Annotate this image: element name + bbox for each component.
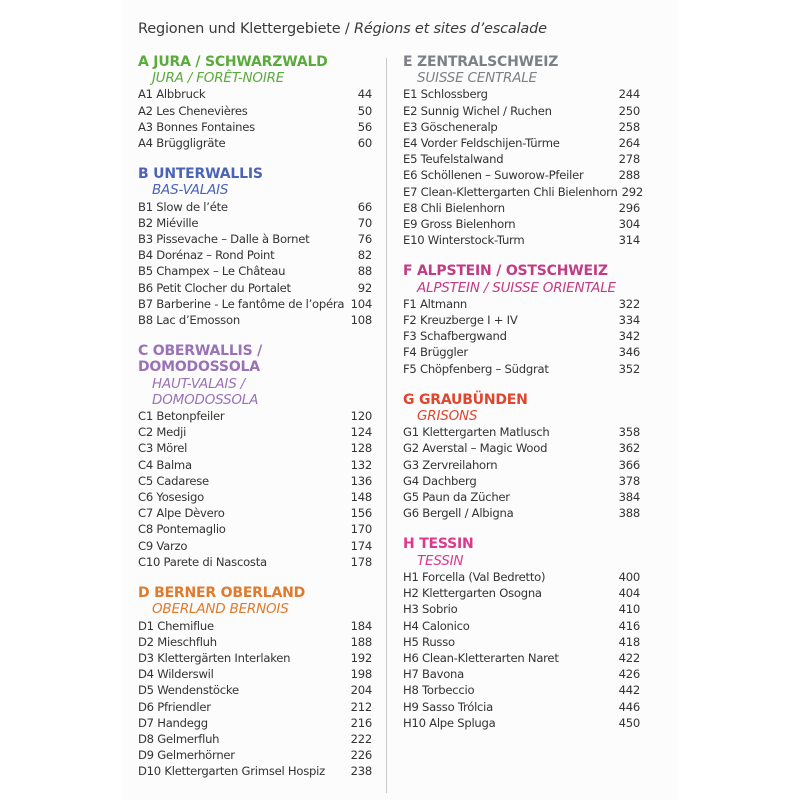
crag-entry xyxy=(403,634,640,650)
crag-name: B6 Petit Clocher du Portalet xyxy=(138,280,291,295)
region-heading: D BERNER OBERLAND xyxy=(138,585,306,602)
page-number: 178 xyxy=(350,554,372,569)
crag-entry xyxy=(138,699,372,715)
region-section xyxy=(403,263,640,376)
crag-name: H6 Clean-Kletterarten Naret xyxy=(403,650,559,665)
crag-name: H5 Russo xyxy=(403,634,455,649)
page-number: 404 xyxy=(618,586,640,601)
title-german: Regionen und Klettergebiete / xyxy=(138,21,354,37)
crag-name: E2 Sunnig Wichel / Ruchen xyxy=(403,103,552,118)
crag-name: A1 Albbruck xyxy=(138,87,206,102)
crag-name: E9 Gross Bielenhorn xyxy=(403,217,516,232)
crag-entry xyxy=(138,666,372,682)
crag-entry xyxy=(403,569,640,585)
page-number: 366 xyxy=(618,457,640,472)
region-heading: F ALPSTEIN / OSTSCHWEIZ xyxy=(403,263,608,280)
page-number: 288 xyxy=(618,168,640,183)
page-number: 388 xyxy=(618,506,640,521)
crag-entry xyxy=(403,715,640,731)
page-number: 292 xyxy=(621,184,643,199)
page-number: 188 xyxy=(350,634,372,649)
crag-name: E8 Chli Bielenhorn xyxy=(403,200,505,215)
crag-name: H9 Sasso Trólcia xyxy=(403,699,494,714)
region-section xyxy=(138,343,372,570)
page-number: 128 xyxy=(350,441,372,456)
crag-name: B2 Miéville xyxy=(138,215,199,230)
crag-entry xyxy=(403,296,640,312)
page-number: 442 xyxy=(618,683,640,698)
crag-name: B7 Barberine - Le fantôme de l’opéra xyxy=(138,296,345,311)
page-number: 70 xyxy=(357,215,372,230)
page-number: 88 xyxy=(357,264,372,279)
crag-entry xyxy=(138,312,372,328)
crag-name: C5 Cadarese xyxy=(138,473,209,488)
crag-name: B5 Champex – Le Château xyxy=(138,264,286,279)
crag-name: G4 Dachberg xyxy=(403,473,477,488)
page-number: 92 xyxy=(357,280,372,295)
crag-entry xyxy=(403,424,640,440)
crag-name: B3 Pissevache – Dalle à Bornet xyxy=(138,232,310,247)
crag-name: H10 Alpe Spluga xyxy=(403,715,496,730)
crag-entry xyxy=(403,601,640,617)
page-number: 124 xyxy=(350,425,372,440)
region-heading: B UNTERWALLIS xyxy=(138,166,263,183)
crag-entry xyxy=(138,521,372,537)
crag-entry xyxy=(403,312,640,328)
page-number: 416 xyxy=(618,618,640,633)
crag-entry xyxy=(138,634,372,650)
region-subheading: GRISONS xyxy=(417,408,478,425)
crag-name: A4 Brüggligräte xyxy=(138,136,226,151)
crag-entry xyxy=(138,215,372,231)
crag-entry xyxy=(138,408,372,424)
crag-entry xyxy=(403,489,640,505)
page-number: 226 xyxy=(350,748,372,763)
crag-name: E5 Teufelstalwand xyxy=(403,152,504,167)
region-section xyxy=(138,166,372,328)
page-number: 450 xyxy=(618,715,640,730)
crag-entry xyxy=(403,103,640,119)
page-number: 216 xyxy=(350,715,372,730)
crag-entry xyxy=(403,505,640,521)
crag-name: H8 Torbeccio xyxy=(403,683,475,698)
crag-entry xyxy=(138,489,372,505)
page-number: 170 xyxy=(350,522,372,537)
crag-name: C9 Varzo xyxy=(138,538,188,553)
crag-entry xyxy=(138,86,372,102)
page-number: 362 xyxy=(618,441,640,456)
page-number: 156 xyxy=(350,506,372,521)
region-heading: G GRAUBÜNDEN xyxy=(403,391,528,408)
region-subheading: JURA / FORÊT-NOIRE xyxy=(152,70,285,87)
crag-name: H3 Sobrio xyxy=(403,602,458,617)
crag-entry xyxy=(403,344,640,360)
crag-entry xyxy=(138,763,372,779)
page-number: 410 xyxy=(618,602,640,617)
crag-name: D1 Chemiflue xyxy=(138,618,214,633)
region-subheading: ALPSTEIN / SUISSE ORIENTALE xyxy=(417,279,616,296)
crag-name: H2 Klettergarten Osogna xyxy=(403,586,542,601)
crag-entry xyxy=(403,666,640,682)
crag-name: C2 Medji xyxy=(138,425,187,440)
crag-entry xyxy=(403,440,640,456)
crag-name: C4 Balma xyxy=(138,457,192,472)
crag-entry xyxy=(138,440,372,456)
crag-name: F1 Altmann xyxy=(403,296,468,311)
title-french: Régions et sites d’escalade xyxy=(354,21,547,37)
crag-entry xyxy=(138,199,372,215)
crag-entry xyxy=(138,119,372,135)
crag-entry xyxy=(403,135,640,151)
crag-entry xyxy=(403,682,640,698)
crag-entry xyxy=(138,554,372,570)
crag-name: D7 Handegg xyxy=(138,715,208,730)
crag-entry xyxy=(138,231,372,247)
crag-name: F2 Kreuzberge I + IV xyxy=(403,313,518,328)
crag-name: E6 Schöllenen – Suworow-Pfeiler xyxy=(403,168,584,183)
crag-name: D2 Mieschfluh xyxy=(138,634,217,649)
crag-entry xyxy=(138,296,372,312)
page-number: 304 xyxy=(618,217,640,232)
region-section xyxy=(138,585,372,779)
crag-entry xyxy=(138,650,372,666)
crag-name: E7 Clean-Klettergarten Chli Bielenhorn xyxy=(403,184,618,199)
crag-name: C3 Mörel xyxy=(138,441,188,456)
page-number: 56 xyxy=(357,119,372,134)
crag-name: D9 Gelmerhörner xyxy=(138,748,235,763)
page-number: 418 xyxy=(618,634,640,649)
region-subheading: SUISSE CENTRALE xyxy=(417,70,537,87)
crag-name: F5 Chöpfenberg – Südgrat xyxy=(403,361,549,376)
page-number: 278 xyxy=(618,152,640,167)
page-number: 174 xyxy=(350,538,372,553)
page-number: 66 xyxy=(357,199,372,214)
page-number: 346 xyxy=(618,345,640,360)
page-number: 212 xyxy=(350,699,372,714)
page-title xyxy=(138,21,547,37)
left-column xyxy=(138,54,372,795)
crag-entry xyxy=(403,650,640,666)
crag-entry xyxy=(138,747,372,763)
region-heading: DOMODOSSOLA xyxy=(138,359,260,376)
page-number: 384 xyxy=(618,490,640,505)
crag-name: D5 Wendenstöcke xyxy=(138,683,239,698)
crag-name: H7 Bavona xyxy=(403,667,464,682)
page-number: 82 xyxy=(357,248,372,263)
page-number: 120 xyxy=(350,409,372,424)
crag-entry xyxy=(403,618,640,634)
crag-entry xyxy=(403,200,640,216)
page-number: 132 xyxy=(350,457,372,472)
page-number: 50 xyxy=(357,103,372,118)
page-number: 264 xyxy=(618,136,640,151)
region-heading: H TESSIN xyxy=(403,536,474,553)
crag-name: B8 Lac d’Emosson xyxy=(138,313,240,328)
region-subheading: HAUT-VALAIS / xyxy=(152,375,246,392)
crag-entry xyxy=(138,280,372,296)
crag-name: C1 Betonpfeiler xyxy=(138,409,225,424)
crag-name: D8 Gelmerfluh xyxy=(138,731,220,746)
crag-name: G6 Bergell / Albigna xyxy=(403,506,514,521)
crag-entry xyxy=(403,699,640,715)
crag-entry xyxy=(403,232,640,248)
crag-entry xyxy=(138,135,372,151)
page-number: 108 xyxy=(350,313,372,328)
crag-entry xyxy=(403,167,640,183)
crag-name: F3 Schafbergwand xyxy=(403,329,507,344)
crag-name: D3 Klettergärten Interlaken xyxy=(138,650,291,665)
region-heading: A JURA / SCHWARZWALD xyxy=(138,54,328,70)
crag-name: H4 Calonico xyxy=(403,618,470,633)
crag-name: E3 Göscheneralp xyxy=(403,119,498,134)
page-number: 378 xyxy=(618,473,640,488)
crag-entry xyxy=(138,103,372,119)
crag-entry xyxy=(138,731,372,747)
page-number: 136 xyxy=(350,473,372,488)
page-number: 258 xyxy=(618,119,640,134)
page-number: 238 xyxy=(350,764,372,779)
crag-entry xyxy=(403,119,640,135)
page-number: 422 xyxy=(618,650,640,665)
region-subheading: TESSIN xyxy=(417,552,464,569)
page-number: 352 xyxy=(618,361,640,376)
region-section xyxy=(403,536,640,730)
crag-entry xyxy=(403,585,640,601)
crag-name: C6 Yosesigo xyxy=(138,490,204,505)
page-number: 314 xyxy=(618,233,640,248)
page-number: 44 xyxy=(357,87,372,102)
page-number: 334 xyxy=(618,313,640,328)
crag-entry xyxy=(138,424,372,440)
crag-name: A3 Bonnes Fontaines xyxy=(138,119,255,134)
page-number: 322 xyxy=(618,296,640,311)
crag-name: G3 Zervreilahorn xyxy=(403,457,498,472)
crag-name: E10 Winterstock-Turm xyxy=(403,233,525,248)
page-number: 296 xyxy=(618,200,640,215)
crag-name: E1 Schlossberg xyxy=(403,87,488,102)
crag-name: E4 Vorder Feldschijen-Türme xyxy=(403,136,560,151)
page-number: 244 xyxy=(618,87,640,102)
crag-name: A2 Les Chenevières xyxy=(138,103,248,118)
crag-entry xyxy=(138,263,372,279)
page-number: 446 xyxy=(618,699,640,714)
page-number: 198 xyxy=(350,667,372,682)
crag-entry xyxy=(403,328,640,344)
region-section xyxy=(403,392,640,522)
crag-entry xyxy=(138,505,372,521)
crag-entry xyxy=(403,473,640,489)
crag-entry xyxy=(138,473,372,489)
crag-name: G2 Averstal – Magic Wood xyxy=(403,441,548,456)
crag-name: D6 Pfriendler xyxy=(138,699,211,714)
crag-name: D10 Klettergarten Grimsel Hospiz xyxy=(138,764,325,779)
crag-name: F4 Brüggler xyxy=(403,345,468,360)
page-number: 192 xyxy=(350,650,372,665)
region-section xyxy=(138,54,372,151)
region-heading: C OBERWALLIS / xyxy=(138,343,263,360)
crag-entry xyxy=(403,86,640,102)
crag-name: H1 Forcella (Val Bedretto) xyxy=(403,569,546,584)
crag-entry xyxy=(403,361,640,377)
crag-entry xyxy=(403,184,643,200)
crag-entry xyxy=(403,457,640,473)
crag-name: C10 Parete di Nascosta xyxy=(138,554,267,569)
region-section xyxy=(403,54,643,248)
region-subheading: DOMODOSSOLA xyxy=(152,391,259,408)
page-number: 148 xyxy=(350,490,372,505)
crag-entry xyxy=(138,457,372,473)
page-number: 60 xyxy=(357,136,372,151)
page-number: 342 xyxy=(618,329,640,344)
page-number: 426 xyxy=(618,667,640,682)
column-divider xyxy=(386,58,387,793)
crag-name: B1 Slow de l’éte xyxy=(138,199,228,214)
page-number: 400 xyxy=(618,569,640,584)
crag-name: G5 Paun da Zücher xyxy=(403,490,510,505)
crag-name: C8 Pontemaglio xyxy=(138,522,226,537)
region-subheading: BAS-VALAIS xyxy=(152,182,229,199)
crag-entry xyxy=(138,715,372,731)
crag-entry xyxy=(403,151,640,167)
page-number: 222 xyxy=(350,731,372,746)
crag-entry xyxy=(138,618,372,634)
region-heading: E ZENTRALSCHWEIZ xyxy=(403,54,559,70)
page-number: 104 xyxy=(350,296,372,311)
crag-name: B4 Dorénaz – Rond Point xyxy=(138,248,275,263)
page-number: 76 xyxy=(357,232,372,247)
crag-entry xyxy=(138,247,372,263)
page-number: 250 xyxy=(618,103,640,118)
crag-name: D4 Wilderswil xyxy=(138,667,214,682)
right-column xyxy=(403,54,643,746)
page-number: 184 xyxy=(350,618,372,633)
crag-name: C7 Alpe Dèvero xyxy=(138,506,225,521)
page-number: 204 xyxy=(350,683,372,698)
region-subheading: OBERLAND BERNOIS xyxy=(152,601,289,618)
page-number: 358 xyxy=(618,425,640,440)
crag-entry xyxy=(138,682,372,698)
crag-entry xyxy=(403,216,640,232)
crag-name: G1 Klettergarten Matlusch xyxy=(403,425,550,440)
crag-entry xyxy=(138,538,372,554)
